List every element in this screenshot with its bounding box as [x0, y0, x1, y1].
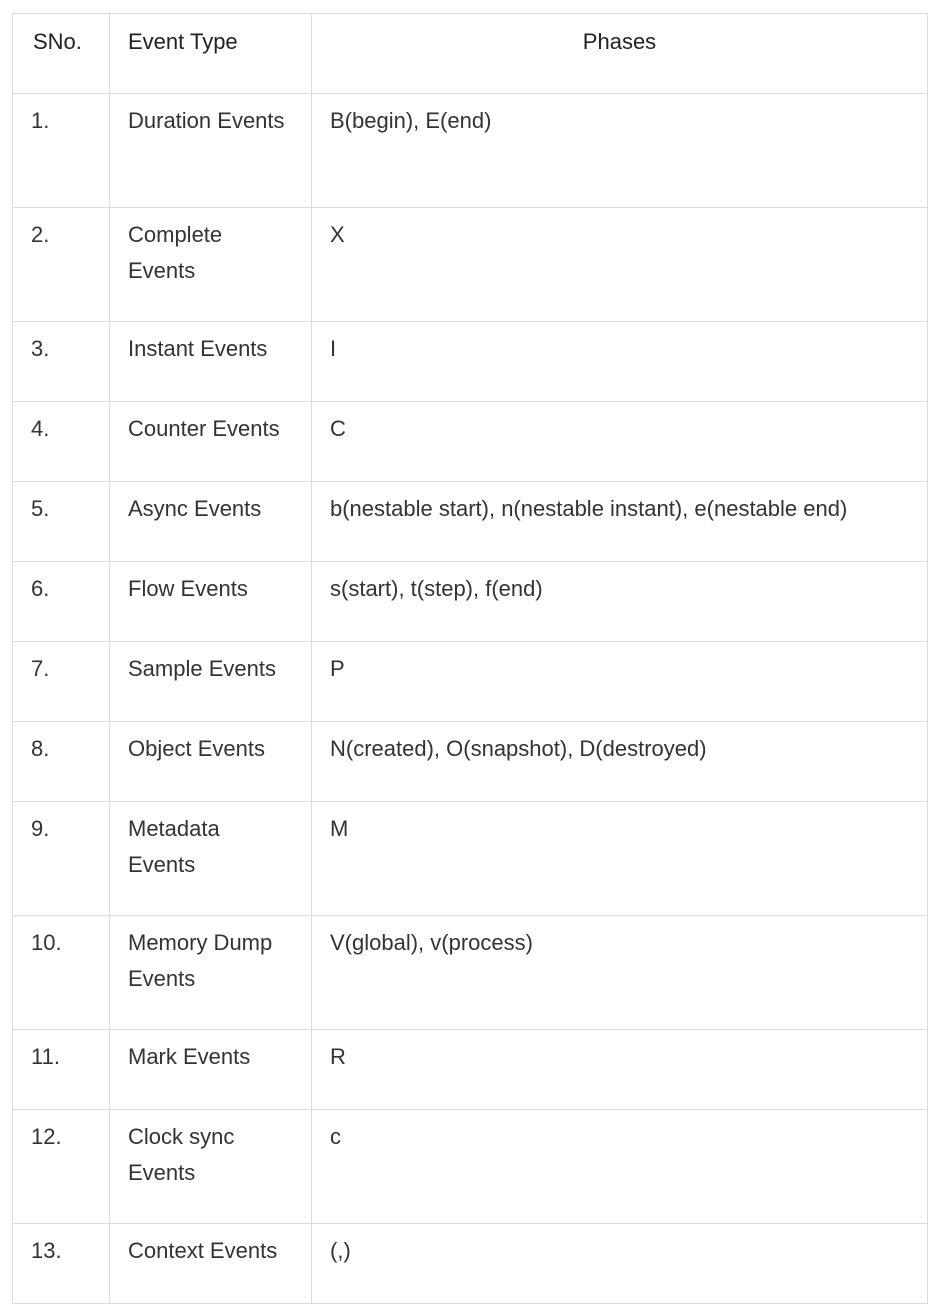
cell-event-type: Duration Events: [110, 94, 312, 208]
cell-phases: b(nestable start), n(nestable instant), e(nestable end): [312, 482, 928, 562]
cell-event-type: Counter Events: [110, 402, 312, 482]
cell-phases: M: [312, 802, 928, 916]
cell-sno: 4.: [13, 402, 110, 482]
cell-event-type: Context Events: [110, 1224, 312, 1304]
cell-sno: 10.: [13, 916, 110, 1030]
cell-phases: (,): [312, 1224, 928, 1304]
event-types-table-container: [12, 13, 928, 1304]
table-row: [13, 722, 928, 802]
cell-event-type: Clock sync Events: [110, 1110, 312, 1224]
table-row: [13, 94, 928, 208]
cell-sno: 7.: [13, 642, 110, 722]
cell-phases: s(start), t(step), f(end): [312, 562, 928, 642]
table-row: [13, 642, 928, 722]
cell-event-type: Metadata Events: [110, 802, 312, 916]
table-row: [13, 802, 928, 916]
cell-sno: 11.: [13, 1030, 110, 1110]
header-sno: SNo.: [13, 14, 110, 94]
cell-event-type: Flow Events: [110, 562, 312, 642]
cell-sno: 2.: [13, 208, 110, 322]
table-row: [13, 1110, 928, 1224]
cell-event-type: Instant Events: [110, 322, 312, 402]
cell-phases: V(global), v(process): [312, 916, 928, 1030]
cell-phases: R: [312, 1030, 928, 1110]
cell-event-type: Complete Events: [110, 208, 312, 322]
table-row: [13, 402, 928, 482]
header-event-type: Event Type: [110, 14, 312, 94]
cell-phases: N(created), O(snapshot), D(destroyed): [312, 722, 928, 802]
header-phases: Phases: [312, 14, 928, 94]
cell-sno: 12.: [13, 1110, 110, 1224]
cell-sno: 9.: [13, 802, 110, 916]
table-row: [13, 322, 928, 402]
cell-phases: P: [312, 642, 928, 722]
cell-event-type: Async Events: [110, 482, 312, 562]
cell-phases: I: [312, 322, 928, 402]
cell-event-type: Sample Events: [110, 642, 312, 722]
cell-event-type: Mark Events: [110, 1030, 312, 1110]
cell-phases: C: [312, 402, 928, 482]
table-row: [13, 1030, 928, 1110]
cell-sno: 13.: [13, 1224, 110, 1304]
cell-event-type: Object Events: [110, 722, 312, 802]
cell-event-type: Memory Dump Events: [110, 916, 312, 1030]
cell-phases: c: [312, 1110, 928, 1224]
cell-sno: 3.: [13, 322, 110, 402]
table-row: [13, 482, 928, 562]
cell-sno: 8.: [13, 722, 110, 802]
event-types-table: [12, 13, 928, 1304]
table-row: [13, 562, 928, 642]
cell-sno: 6.: [13, 562, 110, 642]
cell-sno: 5.: [13, 482, 110, 562]
cell-phases: X: [312, 208, 928, 322]
table-row: [13, 208, 928, 322]
cell-sno: 1.: [13, 94, 110, 208]
cell-phases: B(begin), E(end): [312, 94, 928, 208]
table-row: [13, 1224, 928, 1304]
table-row: [13, 916, 928, 1030]
table-header-row: [13, 14, 928, 94]
